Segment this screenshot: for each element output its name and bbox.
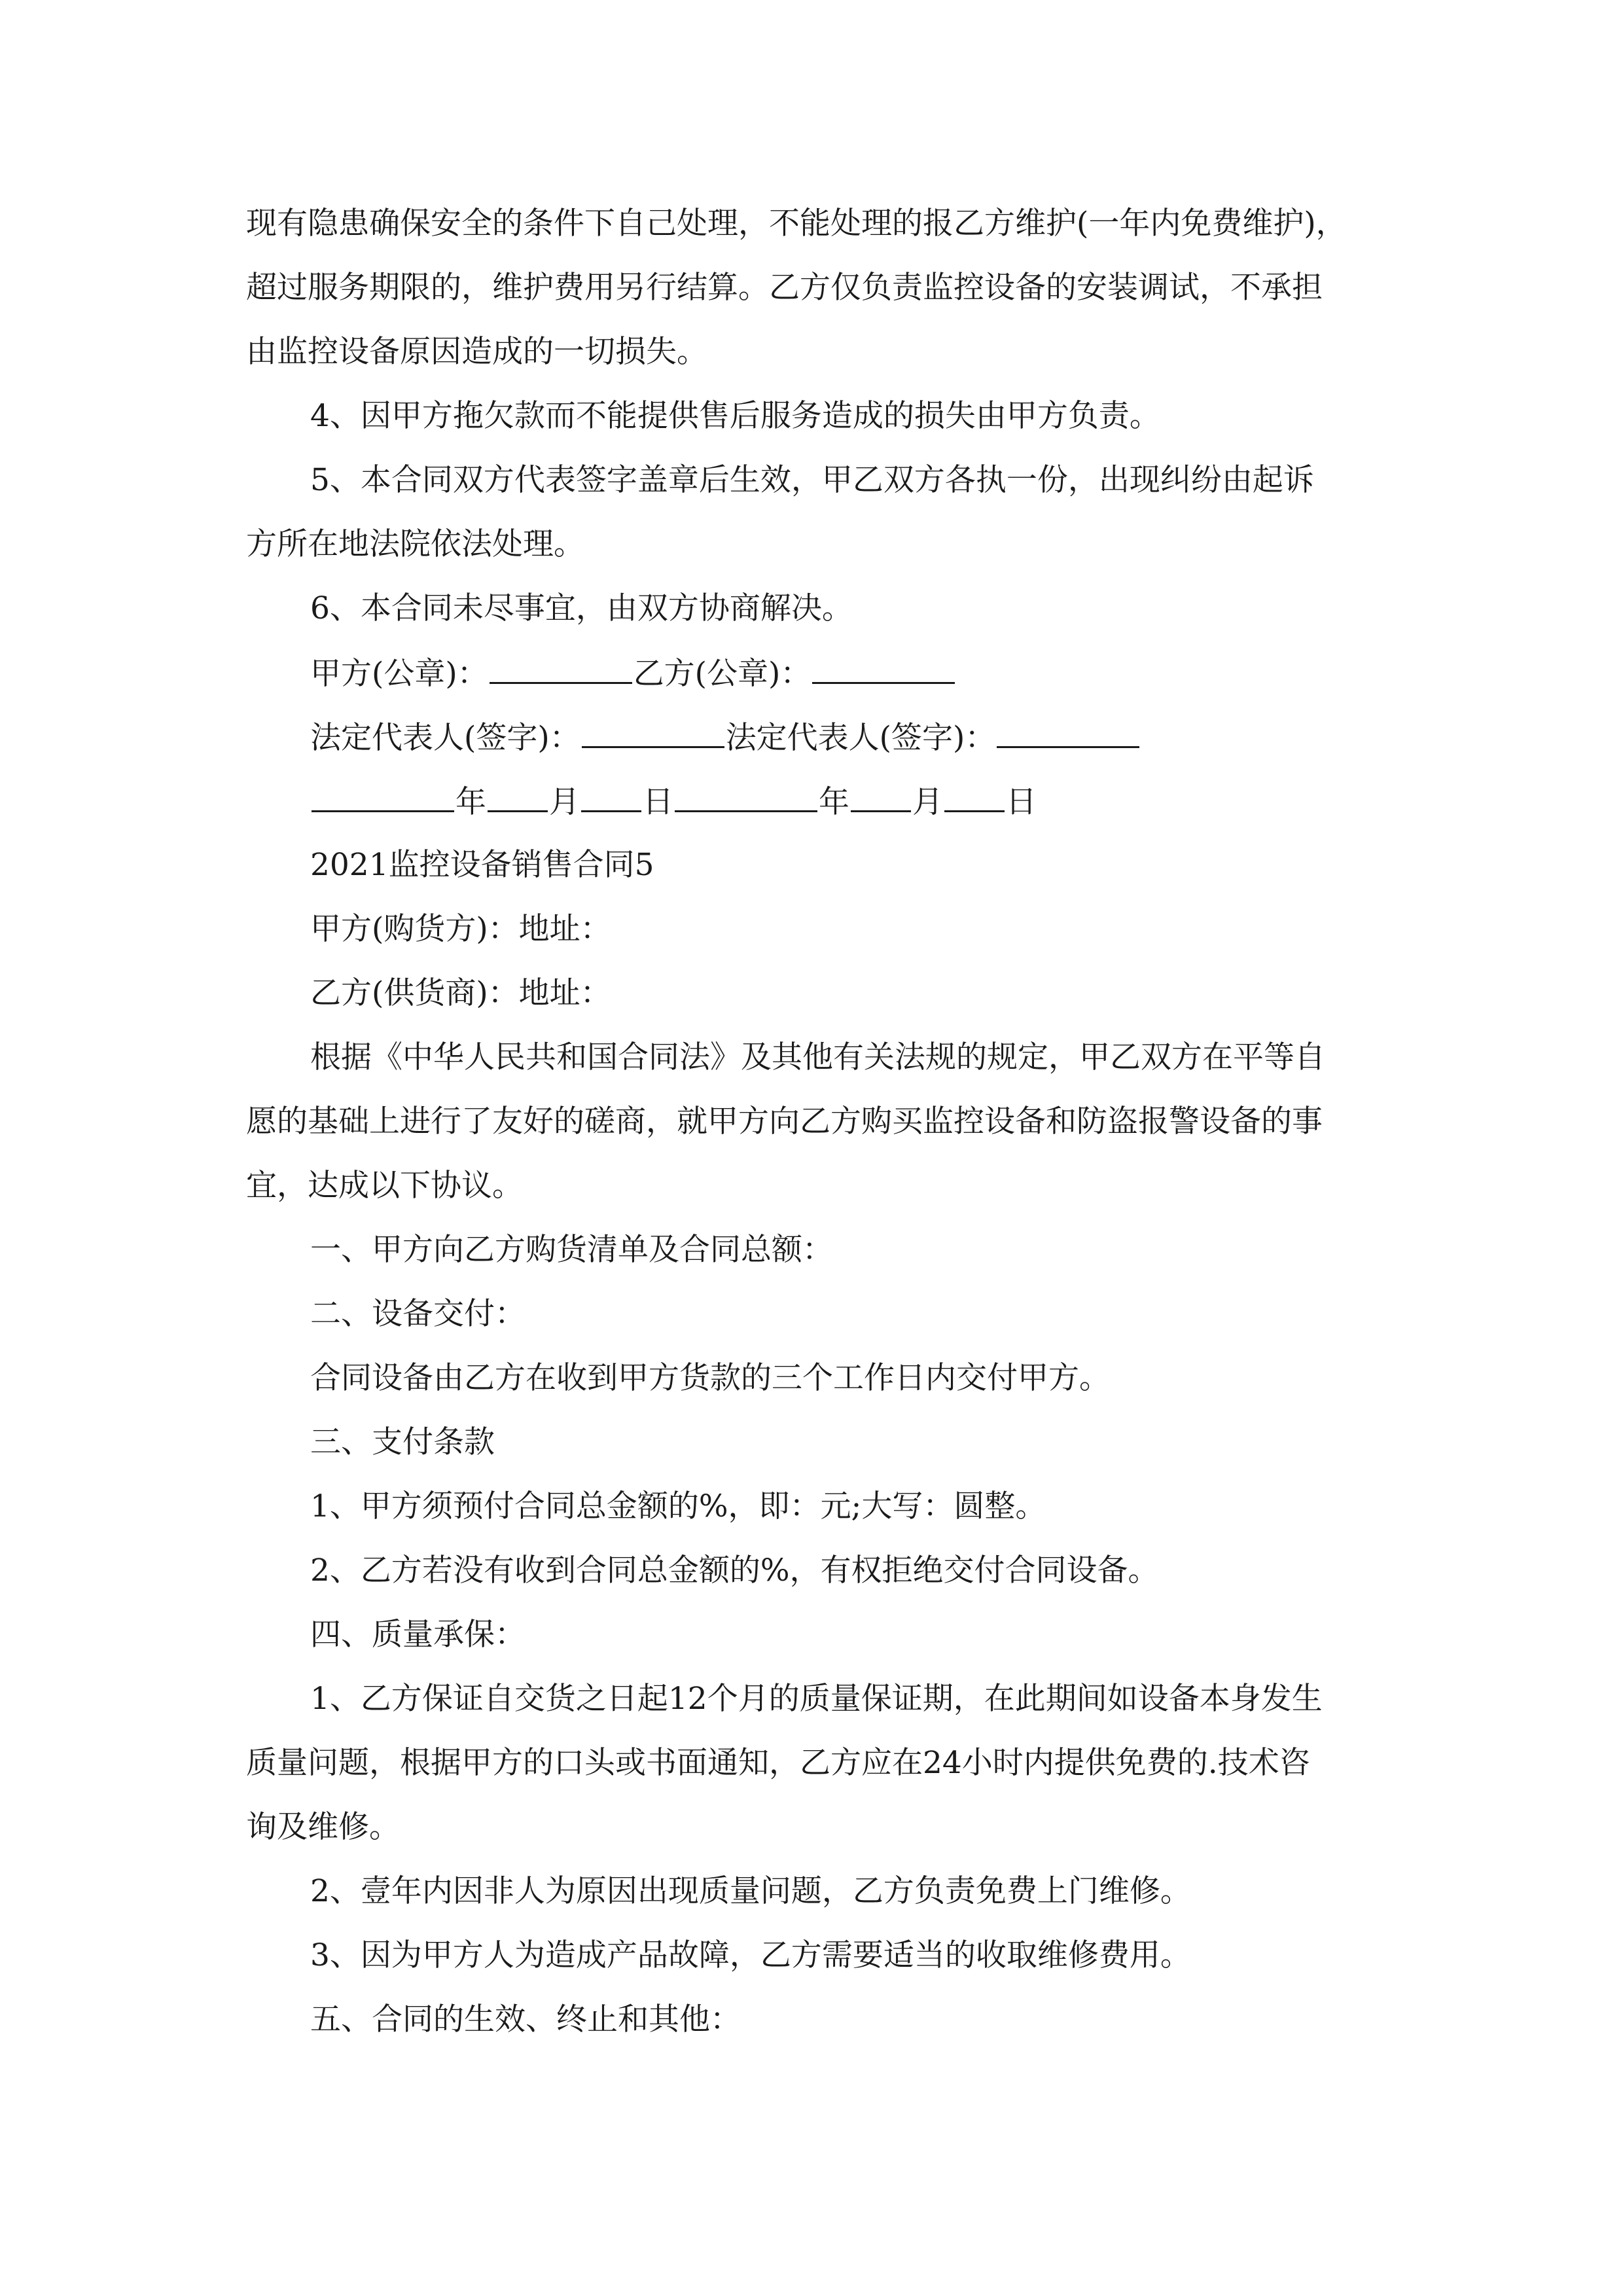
party-a-seal-blank — [490, 653, 632, 684]
party-b-rep-blank — [997, 717, 1139, 748]
party-a-seal-label: 甲方(公章)： — [310, 656, 488, 692]
section-heading-5: 五、合同的生效、终止和其他： — [310, 2001, 741, 2037]
clause-5: 5、本合同双方代表签字盖章后生效，甲乙双方各执一份，出现纠纷由起诉 — [310, 462, 1314, 498]
payment-clause-2: 2、乙方若没有收到合同总金额的%，有权拒绝交付合同设备。 — [310, 1552, 1159, 1588]
month-label-a: 月 — [549, 784, 580, 820]
warranty-clause-1-cont: 询及维修。 — [246, 1809, 400, 1845]
year-label-a: 年 — [455, 784, 486, 820]
representative-row — [310, 717, 1141, 758]
month-blank-b — [851, 781, 911, 812]
section-heading-3: 三、支付条款 — [310, 1424, 495, 1460]
warranty-clause-1: 1、乙方保证自交货之日起12个月的质量保证期，在此期间如设备本身发生 — [310, 1681, 1323, 1717]
year-blank-b — [675, 781, 817, 812]
paragraph-line: 现有隐患确保安全的条件下自己处理，不能处理的报乙方维护(一年内免费维护)， — [246, 206, 1347, 242]
section-heading-4: 四、质量承保： — [310, 1617, 526, 1653]
party-a-rep-label: 法定代表人(签字)： — [310, 720, 580, 756]
paragraph-line: 方所在地法院依法处理。 — [246, 526, 584, 562]
party-b-info: 乙方(供货商)：地址： — [310, 975, 611, 1011]
party-a-info: 甲方(购货方)：地址： — [310, 911, 611, 947]
party-a-seal-row — [310, 653, 956, 694]
party-b-seal-blank — [812, 653, 955, 684]
year-label-b: 年 — [819, 784, 849, 820]
party-b-rep-label: 法定代表人(签字)： — [725, 720, 996, 756]
month-blank-a — [488, 781, 548, 812]
party-b-seal-label: 乙方(公章)： — [633, 656, 812, 692]
preamble-line: 宜，达成以下协议。 — [246, 1168, 523, 1204]
section-heading-1: 一、甲方向乙方购货清单及合同总额： — [310, 1232, 833, 1268]
paragraph-line: 超过服务期限的，维护费用另行结算。乙方仅负责监控设备的安装调试，不承担 — [246, 270, 1323, 306]
warranty-clause-1-cont: 质量问题，根据甲方的口头或书面通知，乙方应在24小时内提供免费的.技术咨 — [246, 1745, 1310, 1781]
warranty-clause-3: 3、因为甲方人为造成产品故障，乙方需要适当的收取维修费用。 — [310, 1937, 1191, 1973]
month-label-b: 月 — [912, 784, 943, 820]
paragraph-line: 由监控设备原因造成的一切损失。 — [246, 334, 707, 370]
preamble-line: 愿的基础上进行了友好的磋商，就甲方向乙方购买监控设备和防盗报警设备的事 — [246, 1103, 1323, 1139]
day-blank-b — [944, 781, 1005, 812]
year-blank-a — [312, 781, 454, 812]
payment-clause-1: 1、甲方须预付合同总金额的%，即：元;大写：圆整。 — [310, 1488, 1046, 1524]
clause-6: 6、本合同未尽事宜，由双方协商解决。 — [310, 590, 853, 626]
contract-title: 2021监控设备销售合同5 — [310, 847, 654, 883]
clause-4: 4、因甲方拖欠款而不能提供售后服务造成的损失由甲方负责。 — [310, 398, 1160, 434]
preamble-line: 根据《中华人民共和国合同法》及其他有关法规的规定，甲乙双方在平等自 — [310, 1039, 1325, 1075]
party-a-rep-blank — [582, 717, 724, 748]
warranty-clause-2: 2、壹年内因非人为原因出现质量问题，乙方负责免费上门维修。 — [310, 1873, 1191, 1909]
day-blank-a — [581, 781, 641, 812]
day-label-a: 日 — [643, 784, 673, 820]
date-row — [310, 781, 1037, 822]
day-label-b: 日 — [1006, 784, 1037, 820]
delivery-clause: 合同设备由乙方在收到甲方货款的三个工作日内交付甲方。 — [310, 1360, 1110, 1396]
section-heading-2: 二、设备交付： — [310, 1296, 526, 1332]
